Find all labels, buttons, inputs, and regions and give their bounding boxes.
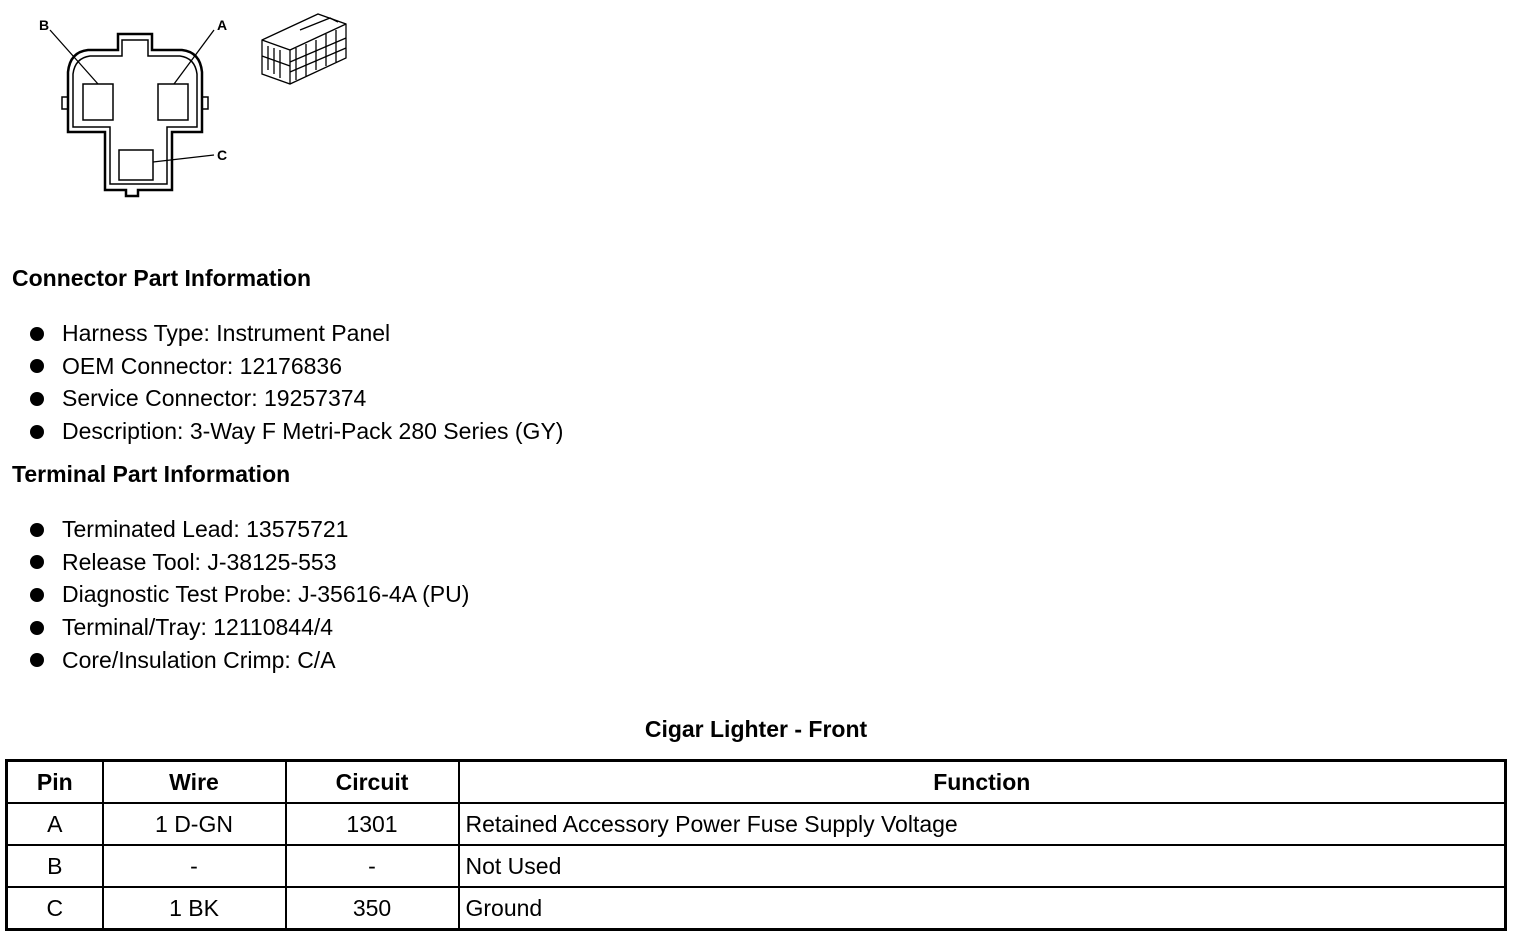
list-item-text: Release Tool: J-38125-553 [62,548,337,575]
list-item-text: Terminated Lead: 13575721 [62,516,349,542]
pin-table [5,759,1507,931]
cell-function: Ground [459,887,1506,930]
leader-line-c [153,155,214,162]
pin-label-a: A [217,17,228,33]
column-header-pin: Pin [7,761,103,804]
cell-circuit: - [286,845,459,887]
cell-wire: 1 BK [103,887,286,930]
pin-table-title: Cigar Lighter - Front [644,716,868,742]
connector-isometric-icon [262,14,346,84]
cavity-c [119,150,153,180]
bullet-icon [30,523,44,537]
cavity-a [158,84,188,120]
connector-housing-outline [68,34,202,196]
list-item [0,578,469,611]
leader-line-a [174,30,214,84]
cell-pin: B [7,845,103,887]
list-item [0,546,469,579]
list-item [0,382,563,415]
connector-face-diagram [0,0,380,210]
cell-circuit: 350 [286,887,459,930]
bullet-icon [30,425,44,439]
table-row [7,845,1506,887]
cell-function: Retained Accessory Power Fuse Supply Voltage [459,803,1506,845]
bullet-icon [30,327,44,341]
cell-pin: A [7,803,103,845]
cell-function: Not Used [459,845,1506,887]
bullet-icon [30,653,44,667]
list-item-text: Terminal/Tray: 12110844/4 [62,614,334,641]
cavity-b [83,84,113,120]
bullet-icon [30,588,44,602]
list-item [0,415,563,448]
list-item-text: Harness Type: Instrument Panel [62,320,391,346]
terminal-part-info-list [0,513,469,676]
list-item [0,611,469,644]
bullet-icon [30,621,44,635]
table-row [7,803,1506,845]
cell-wire: - [103,845,286,887]
terminal-part-info-heading: Terminal Part Information [12,461,291,487]
bullet-icon [30,555,44,569]
table-row [7,887,1506,930]
pin-label-c: C [217,147,228,163]
table-header-row [7,761,1506,804]
list-item [0,644,469,677]
list-item-text: OEM Connector: 12176836 [62,352,343,379]
list-item [0,317,563,350]
connector-part-info-heading: Connector Part Information [12,265,312,291]
connector-part-info-list [0,317,563,448]
list-item-text: Description: 3-Way F Metri-Pack 280 Series (GY) [62,418,564,445]
leader-line-b [50,30,98,84]
list-item-text: Diagnostic Test Probe: J-35616-4A (PU) [62,581,470,608]
pin-label-b: B [39,17,50,33]
list-item-text: Service Connector: 19257374 [62,385,367,412]
column-header-function: Function [459,761,1506,804]
list-item [0,350,563,383]
cell-wire: 1 D-GN [103,803,286,845]
cell-circuit: 1301 [286,803,459,845]
cell-pin: C [7,887,103,930]
connector-housing-inner [73,40,197,184]
bullet-icon [30,392,44,406]
list-item-text: Core/Insulation Crimp: C/A [62,646,336,673]
list-item [0,513,469,546]
column-header-circuit: Circuit [286,761,459,804]
bullet-icon [30,359,44,373]
column-header-wire: Wire [103,761,286,804]
